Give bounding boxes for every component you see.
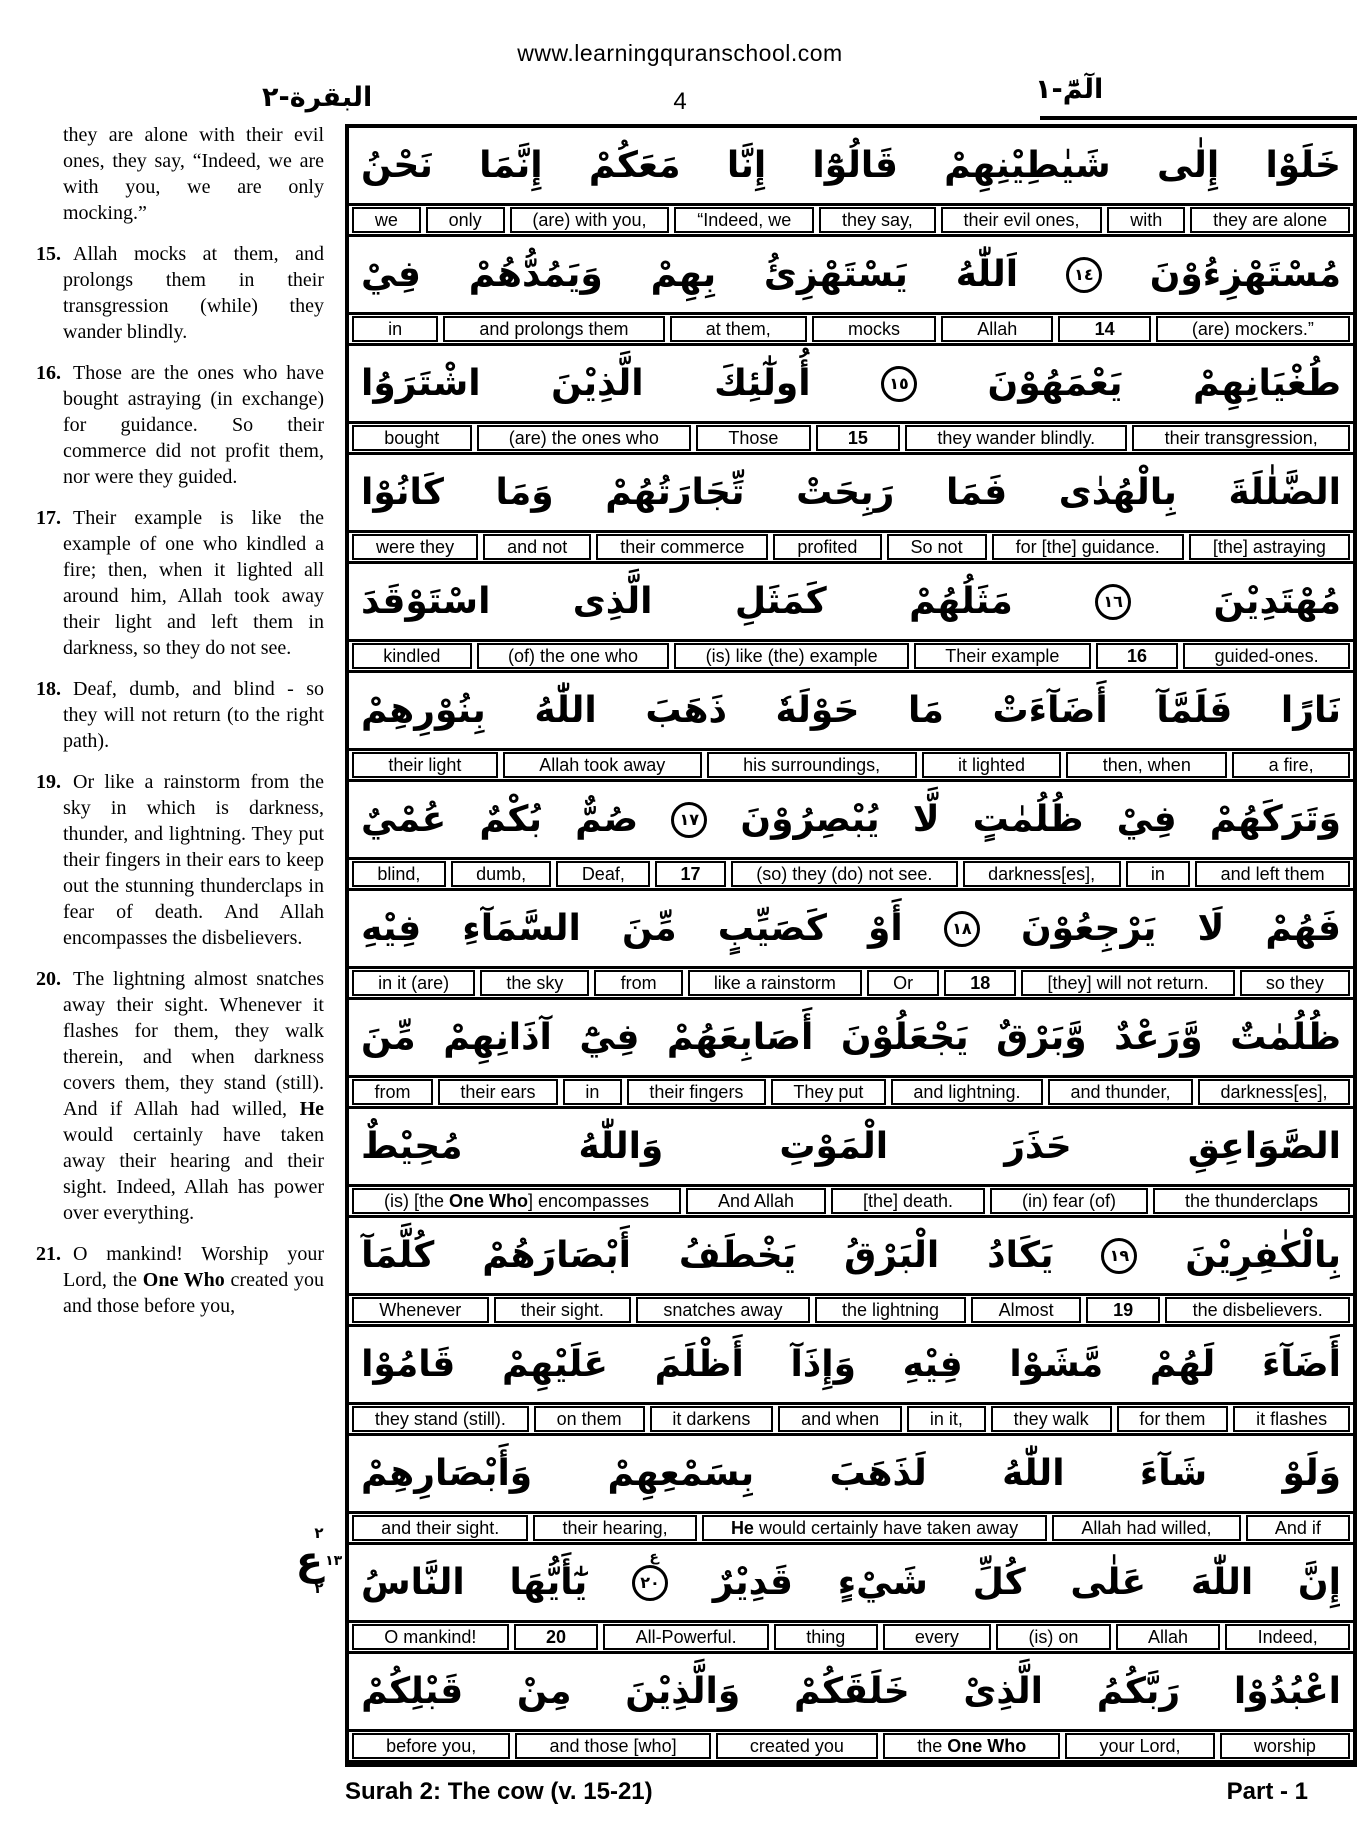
arabic-word: أَوْ <box>868 908 903 949</box>
word-meaning-cell: they wander blindly. <box>905 425 1127 451</box>
arabic-word: الْبَرْقُ <box>844 1235 940 1276</box>
word-meaning-cell: their sight. <box>494 1297 632 1323</box>
arabic-verse-line <box>349 1109 1353 1184</box>
arabic-word: فِيْهِ <box>902 1344 963 1385</box>
verse-number: 16. <box>36 362 61 384</box>
word-meaning-cell: before you, <box>352 1733 510 1759</box>
word-meaning-cell: for [the] guidance. <box>992 534 1184 560</box>
word-meaning-cell: their hearing, <box>533 1515 696 1541</box>
arabic-word: مَعَكُمْ <box>588 145 681 186</box>
arabic-word: يٰٓأَيُّهَا <box>509 1562 588 1603</box>
footer-surah-label: Surah 2: The cow (v. 15-21) <box>345 1778 653 1805</box>
arabic-word: مَّشَوْا <box>1009 1344 1104 1385</box>
arabic-word: صُمٌّ <box>575 799 639 840</box>
word-meaning-cell: in <box>1126 861 1191 887</box>
arabic-word: إِلٰى <box>1156 145 1220 186</box>
word-meaning-cell: in it (are) <box>352 970 475 996</box>
word-meaning-cell: 15 <box>816 425 901 451</box>
word-meaning-cell: darkness[es], <box>1198 1079 1350 1105</box>
word-meaning-cell: the sky <box>480 970 589 996</box>
word-meaning-cell: and lightning. <box>891 1079 1043 1105</box>
verse-paragraph: 17. Their example is like the example of one who kindled a fire; then, when it lighted all around him, Allah took away their light and left them in darkness, so they do not see. <box>36 507 324 659</box>
word-meanings-row <box>349 639 1353 673</box>
word-meaning-cell: bought <box>352 425 472 451</box>
word-meaning-cell: Their example <box>914 643 1091 669</box>
arabic-word: أَظْلَمَ <box>654 1344 744 1385</box>
arabic-word: الضَّلٰلَةَ <box>1228 472 1341 513</box>
arabic-word: كَانُوْا <box>361 472 444 513</box>
word-meaning-cell: He would certainly have taken away <box>702 1515 1047 1541</box>
arabic-word: أُولٰٓئِكَ <box>714 363 811 404</box>
arabic-word: يَعْمَهُوْنَ <box>987 363 1123 404</box>
word-meaning-cell: Almost <box>971 1297 1081 1323</box>
word-meanings-row <box>349 966 1353 1000</box>
arabic-word: اللّٰهُ <box>1002 1453 1065 1494</box>
word-meaning-cell: created you <box>716 1733 878 1759</box>
word-meaning-cell: and left them <box>1195 861 1350 887</box>
arabic-word: خَلَوْا <box>1265 145 1341 186</box>
word-meaning-cell: 18 <box>944 970 1016 996</box>
arabic-verse-line <box>349 1000 1353 1075</box>
word-meaning-cell: O mankind! <box>352 1624 509 1650</box>
word-meaning-cell: we <box>352 207 421 233</box>
arabic-word: الْمَوْتِ <box>779 1126 889 1167</box>
verse-paragraph: 21. O mankind! Worship your Lord, the One Who created you and those before you, <box>36 1243 324 1317</box>
word-meanings-row <box>349 1511 1353 1545</box>
arabic-word: اسْتَوْقَدَ <box>361 581 491 622</box>
word-meaning-cell: and prolongs them <box>443 316 664 342</box>
word-meaning-cell: they say, <box>819 207 935 233</box>
arabic-word: يَسْتَهْزِئُ <box>763 254 908 295</box>
ayah-number-circle: ١٧ <box>671 802 707 838</box>
arabic-word: يُبْصِرُوْنَ <box>740 799 880 840</box>
arabic-word: مِّنَ <box>361 1017 416 1058</box>
arabic-word: مِنْ <box>516 1671 572 1712</box>
ruku-top-number: ٢ <box>314 1524 324 1542</box>
arabic-word: لَهُمْ <box>1149 1344 1216 1385</box>
juz-title-arabic: الٓمّٓ-١ <box>1035 74 1104 105</box>
word-meaning-cell: (are) mockers.” <box>1156 316 1350 342</box>
arabic-word: اَللّٰهُ <box>955 254 1019 295</box>
arabic-word: ظُلُمٰتٍ <box>972 799 1084 840</box>
verse-number: 21. <box>36 1243 61 1265</box>
arabic-word: لَا <box>1197 908 1225 949</box>
arabic-word: لَذَهَبَ <box>829 1453 927 1494</box>
word-meaning-cell: only <box>426 207 505 233</box>
word-meaning-cell: in it, <box>907 1406 986 1432</box>
word-meaning-cell: in <box>563 1079 622 1105</box>
footer-part-label: Part - 1 <box>1226 1778 1308 1805</box>
word-meaning-cell: Whenever <box>352 1297 489 1323</box>
arabic-verse-line <box>349 1545 1353 1620</box>
word-meaning-cell: with <box>1107 207 1185 233</box>
translation-column <box>36 122 324 1334</box>
word-meaning-cell: so they <box>1240 970 1350 996</box>
word-meaning-cell: snatches away <box>636 1297 810 1323</box>
surah-title-arabic: البقرة-٢ <box>262 82 373 113</box>
word-meaning-cell: worship <box>1220 1733 1350 1759</box>
arabic-word: قَالُوْٓا <box>812 145 898 186</box>
arabic-word: لَّا <box>912 799 940 840</box>
word-meaning-cell: thing <box>774 1624 878 1650</box>
word-meanings-row <box>349 421 1353 455</box>
arabic-word: حَذَرَ <box>1004 1126 1072 1167</box>
ruku-margin-marker <box>290 1526 348 1596</box>
word-meanings-row <box>349 857 1353 891</box>
arabic-word: مُحِيْطٌ <box>361 1126 463 1167</box>
arabic-word: بِالْكٰفِرِيْنَ <box>1185 1235 1341 1276</box>
word-meaning-cell: 20 <box>514 1624 599 1650</box>
arabic-word: شَآءَ <box>1139 1453 1208 1494</box>
arabic-word: عَلٰى <box>1070 1562 1147 1603</box>
word-meaning-cell: Or <box>867 970 939 996</box>
word-meaning-cell: at them, <box>670 316 807 342</box>
arabic-word: النَّاسُ <box>361 1562 465 1603</box>
word-meaning-cell: from <box>594 970 682 996</box>
arabic-word: بِنُوْرِهِمْ <box>361 690 486 731</box>
word-meaning-cell: kindled <box>352 643 472 669</box>
arabic-word: مِّنَ <box>621 908 677 949</box>
word-meaning-cell: and their sight. <box>352 1515 528 1541</box>
arabic-word: وَاللّٰهُ <box>578 1126 664 1167</box>
word-meaning-cell: a fire, <box>1232 752 1350 778</box>
arabic-word: كُلِّ <box>972 1562 1026 1603</box>
arabic-word: رَبِحَتْ <box>796 472 895 513</box>
word-meanings-row <box>349 1293 1353 1327</box>
arabic-verse-line <box>349 673 1353 748</box>
ayah-number-circle: ١٤ <box>1066 257 1102 293</box>
verse-number: 20. <box>36 968 61 990</box>
word-meaning-cell: it darkens <box>650 1406 774 1432</box>
arabic-word: يَخْطَفُ <box>678 1235 797 1276</box>
arabic-word: اعْبُدُوْا <box>1233 1671 1341 1712</box>
page-number: 4 <box>673 88 687 115</box>
word-meaning-cell: dumb, <box>451 861 552 887</box>
arabic-word: نَارًا <box>1280 690 1341 731</box>
word-meaning-cell: every <box>883 1624 992 1650</box>
word-meaning-cell: Allah took away <box>503 752 702 778</box>
word-meanings-row <box>349 1620 1353 1654</box>
arabic-word: يَجْعَلُوْنَ <box>840 1017 969 1058</box>
arabic-verse-line <box>349 346 1353 421</box>
word-meanings-row <box>349 1184 1353 1218</box>
arabic-word: بِالْهُدٰى <box>1058 472 1177 513</box>
word-meaning-cell: (so) they (do) not see. <box>731 861 958 887</box>
word-meaning-cell: your Lord, <box>1065 1733 1214 1759</box>
arabic-word: أَبْصَارَهُمْ <box>482 1235 631 1276</box>
word-meaning-cell: they are alone <box>1190 207 1350 233</box>
arabic-word: طُغْيَانِهِمْ <box>1193 363 1341 404</box>
word-meaning-cell: their evil ones, <box>941 207 1103 233</box>
word-meaning-cell: 19 <box>1086 1297 1161 1323</box>
word-meaning-cell: on them <box>534 1406 645 1432</box>
word-meaning-cell: Indeed, <box>1225 1624 1350 1650</box>
arabic-word: مُسْتَهْزِءُوْنَ <box>1149 254 1341 295</box>
ayah-number-circle: ١٥ <box>881 366 917 402</box>
arabic-word: إِنَّ <box>1297 1562 1341 1603</box>
word-meaning-cell: for them <box>1117 1406 1229 1432</box>
arabic-word: ذَهَبَ <box>645 690 727 731</box>
word-meaning-cell: they stand (still). <box>352 1406 529 1432</box>
arabic-word: فِيْٓ <box>579 1017 640 1058</box>
word-meaning-cell: his surroundings, <box>707 752 917 778</box>
word-meaning-cell: [the] death. <box>831 1188 985 1214</box>
word-meanings-row <box>349 1075 1353 1109</box>
word-meaning-cell: Deaf, <box>556 861 650 887</box>
arabic-verse-line <box>349 237 1353 312</box>
arabic-verse-line <box>349 1654 1353 1729</box>
word-meaning-cell: (are) with you, <box>510 207 670 233</box>
ruku-bottom-number: ٢ <box>314 1579 324 1597</box>
word-meanings-row <box>349 1729 1353 1763</box>
arabic-word: ظُلُمٰتٌ <box>1230 1017 1341 1058</box>
word-meaning-cell: their commerce <box>596 534 768 560</box>
verse-paragraph: they are alone with their evil ones, they say, “Indeed, we are with you, we are only mocking.” <box>63 124 324 224</box>
arabic-word: يَرْجِعُوْنَ <box>1020 908 1157 949</box>
arabic-word: تِّجَارَتُهُمْ <box>605 472 745 513</box>
ayah-number-circle: ١٩ <box>1101 1238 1137 1274</box>
arabic-word: وَتَرَكَهُمْ <box>1209 799 1341 840</box>
word-meaning-cell: guided-ones. <box>1183 643 1350 669</box>
arabic-word: مُهْتَدِيْنَ <box>1213 581 1341 622</box>
arabic-word: فَلَمَّآ <box>1156 690 1233 731</box>
arabic-verse-line <box>349 1327 1353 1402</box>
arabic-word: شَيْءٍ <box>837 1562 928 1603</box>
arabic-word: نَحْنُ <box>361 145 433 186</box>
arabic-word: الَّذِيْنَ <box>551 363 644 404</box>
arabic-word: وَمَا <box>495 472 554 513</box>
word-meaning-cell: (in) fear (of) <box>990 1188 1148 1214</box>
word-meaning-cell: then, when <box>1066 752 1227 778</box>
word-meaning-cell: from <box>352 1079 433 1105</box>
arabic-word: وَلَوْ <box>1282 1453 1341 1494</box>
word-meaning-cell: it lighted <box>922 752 1062 778</box>
word-meaning-cell: the lightning <box>815 1297 967 1323</box>
arabic-word: كَمَثَلِ <box>734 581 827 622</box>
ruku-ain-mark: ع <box>649 1548 659 1565</box>
word-meaning-cell: (is) on <box>996 1624 1111 1650</box>
arabic-word: آذَانِهِمْ <box>443 1017 552 1058</box>
website-url: www.learningquranschool.com <box>517 40 843 66</box>
verse-paragraph: 19. Or like a rainstorm from the sky in which is darkness, thunder, and lightning. They put their fingers in their ears to keep out the stunning thunderclaps in fear of death. And Allah encompasses the disbelievers. <box>36 771 324 949</box>
word-meaning-cell: in <box>352 316 438 342</box>
arabic-word: فِيْهِ <box>361 908 422 949</box>
verse-paragraph: 15. Allah mocks at them, and prolongs them in their transgression (while) they wander blindly. <box>36 243 324 343</box>
arabic-word: إِنَّمَا <box>479 145 543 186</box>
word-meaning-cell: They put <box>771 1079 886 1105</box>
word-meaning-cell: Allah <box>1116 1624 1221 1650</box>
arabic-word: الصَّوَاعِقِ <box>1187 1126 1341 1167</box>
word-meaning-cell: their light <box>352 752 498 778</box>
word-meaning-cell: And if <box>1246 1515 1350 1541</box>
verse-paragraph: 18. Deaf, dumb, and blind - so they will not return (to the right path). <box>36 678 324 752</box>
arabic-verse-line <box>349 128 1353 203</box>
arabic-word: أَصَابِعَهُمْ <box>666 1017 814 1058</box>
word-meaning-cell: like a rainstorm <box>688 970 862 996</box>
verse-paragraph: 16. Those are the ones who have bought astraying (in exchange) for guidance. So their commerce did not profit them, nor were they guided. <box>36 362 324 488</box>
arabic-word: قَامُوْا <box>361 1344 456 1385</box>
word-meaning-cell: [they] will not return. <box>1021 970 1234 996</box>
ayah-number-circle: ١٦ <box>1095 584 1131 620</box>
arabic-word: بُكْمٌ <box>479 799 542 840</box>
arabic-word: رَبَّكُمُ <box>1096 1671 1181 1712</box>
word-meaning-cell: mocks <box>812 316 936 342</box>
arabic-word: أَضَآءَ <box>1261 1344 1341 1385</box>
word-meaning-cell: (is) like (the) example <box>674 643 909 669</box>
arabic-word: اللّٰهُ <box>534 690 597 731</box>
word-meaning-cell: the disbelievers. <box>1165 1297 1350 1323</box>
word-meaning-cell: and thunder, <box>1048 1079 1193 1105</box>
arabic-word: حَوْلَهٗ <box>775 690 860 731</box>
arabic-word: الَّذِىْ <box>963 1671 1044 1712</box>
word-meanings-row <box>349 748 1353 782</box>
word-meaning-cell: and when <box>778 1406 902 1432</box>
word-meaning-cell: profited <box>773 534 881 560</box>
word-meaning-cell: their transgression, <box>1132 425 1350 451</box>
arabic-word: الَّذِى <box>572 581 653 622</box>
arabic-word: وَّبَرْقٌ <box>996 1017 1087 1058</box>
word-meaning-cell: 16 <box>1096 643 1179 669</box>
word-meaning-cell: 14 <box>1058 316 1150 342</box>
word-meaning-cell: Allah <box>941 316 1053 342</box>
arabic-word: فِيْ <box>361 254 421 295</box>
arabic-word: أَضَآءَتْ <box>992 690 1108 731</box>
arabic-word: خَلَقَكُمْ <box>793 1671 910 1712</box>
arabic-verse-line <box>349 564 1353 639</box>
word-meaning-cell: darkness[es], <box>963 861 1121 887</box>
arabic-word: مَثَلُهُمْ <box>909 581 1013 622</box>
arabic-word: اللّٰهَ <box>1190 1562 1254 1603</box>
word-meaning-cell: their fingers <box>627 1079 766 1105</box>
arabic-verse-line <box>349 891 1353 966</box>
arabic-verse-line <box>349 782 1353 857</box>
arabic-word: عُمْيٌ <box>361 799 447 840</box>
arabic-word: يَكَادُ <box>987 1235 1054 1276</box>
word-by-word-table <box>345 124 1357 1767</box>
arabic-word: فَمَا <box>945 472 1008 513</box>
word-meaning-cell: the One Who <box>883 1733 1060 1759</box>
arabic-word: كُلَّمَآ <box>361 1235 435 1276</box>
word-meanings-row <box>349 203 1353 237</box>
verse-number: 18. <box>36 678 61 700</box>
arabic-word: بِسَمْعِهِمْ <box>607 1453 755 1494</box>
header-underline <box>1040 116 1357 120</box>
ruku-mid <box>290 1538 348 1584</box>
arabic-word: اشْتَرَوُا <box>361 363 481 404</box>
arabic-word: إِنَّا <box>726 145 767 186</box>
word-meaning-cell: it flashes <box>1233 1406 1350 1432</box>
word-meaning-cell: and those [who] <box>515 1733 710 1759</box>
word-meaning-cell: Those <box>696 425 811 451</box>
arabic-word: وَّرَعْدٌ <box>1114 1017 1203 1058</box>
arabic-word: قَدِيْرٌ <box>712 1562 793 1603</box>
verse-number: 15. <box>36 243 61 265</box>
arabic-verse-line <box>349 1218 1353 1293</box>
word-meaning-cell: 17 <box>655 861 726 887</box>
word-meaning-cell: (are) the ones who <box>477 425 692 451</box>
arabic-word: وَيَمُدُّهُمْ <box>468 254 603 295</box>
word-meaning-cell: their ears <box>438 1079 558 1105</box>
arabic-word: وَالَّذِيْنَ <box>625 1671 741 1712</box>
verse-paragraph: 20. The lightning almost snatches away their sight. Whenever it flashes for them, they walk therein, and when darkness covers them, they stand (still). And if Allah had willed, He would certainly have taken away their hearing and their sight. Indeed, Allah has power over everything. <box>36 968 324 1224</box>
verse-number: 19. <box>36 771 61 793</box>
word-meaning-cell: [the] astraying <box>1189 534 1350 560</box>
arabic-word: مَا <box>908 690 944 731</box>
word-meaning-cell: Allah had willed, <box>1052 1515 1240 1541</box>
word-meaning-cell: they walk <box>991 1406 1112 1432</box>
arabic-word: وَأَبْصَارِهِمْ <box>361 1453 533 1494</box>
arabic-verse-line <box>349 1436 1353 1511</box>
ruku-number: ١٣ <box>325 1553 343 1569</box>
arabic-word: بِهِمْ <box>650 254 717 295</box>
word-meaning-cell: were they <box>352 534 478 560</box>
word-meaning-cell: All-Powerful. <box>603 1624 769 1650</box>
ruku-ain-letter: ع <box>295 1538 324 1584</box>
arabic-word: شَيٰطِيْنِهِمْ <box>944 145 1111 186</box>
arabic-word: السَّمَآءِ <box>462 908 581 949</box>
word-meaning-cell: So not <box>887 534 987 560</box>
arabic-word: عَلَيْهِمْ <box>502 1344 608 1385</box>
word-meanings-row <box>349 1402 1353 1436</box>
word-meaning-cell: And Allah <box>686 1188 826 1214</box>
arabic-word: وَإِذَآ <box>790 1344 856 1385</box>
arabic-word: كَصَيِّبٍ <box>717 908 827 949</box>
arabic-word: فَهُمْ <box>1265 908 1341 949</box>
word-meaning-cell: “Indeed, we <box>674 207 814 233</box>
ayah-number-circle: ١٨ <box>944 911 980 947</box>
word-meaning-cell: (of) the one who <box>477 643 670 669</box>
arabic-word: قَبْلِكُمْ <box>361 1671 464 1712</box>
word-meaning-cell: and not <box>483 534 591 560</box>
verse-number: 17. <box>36 507 61 529</box>
arabic-word: فِيْ <box>1116 799 1177 840</box>
word-meaning-cell: the thunderclaps <box>1153 1188 1350 1214</box>
word-meaning-cell: blind, <box>352 861 446 887</box>
word-meaning-cell: (is) [the One Who] encompasses <box>352 1188 681 1214</box>
word-meanings-row <box>349 312 1353 346</box>
word-meanings-row <box>349 530 1353 564</box>
ayah-number-circle: ٢٠ ع <box>632 1565 668 1601</box>
arabic-verse-line <box>349 455 1353 530</box>
